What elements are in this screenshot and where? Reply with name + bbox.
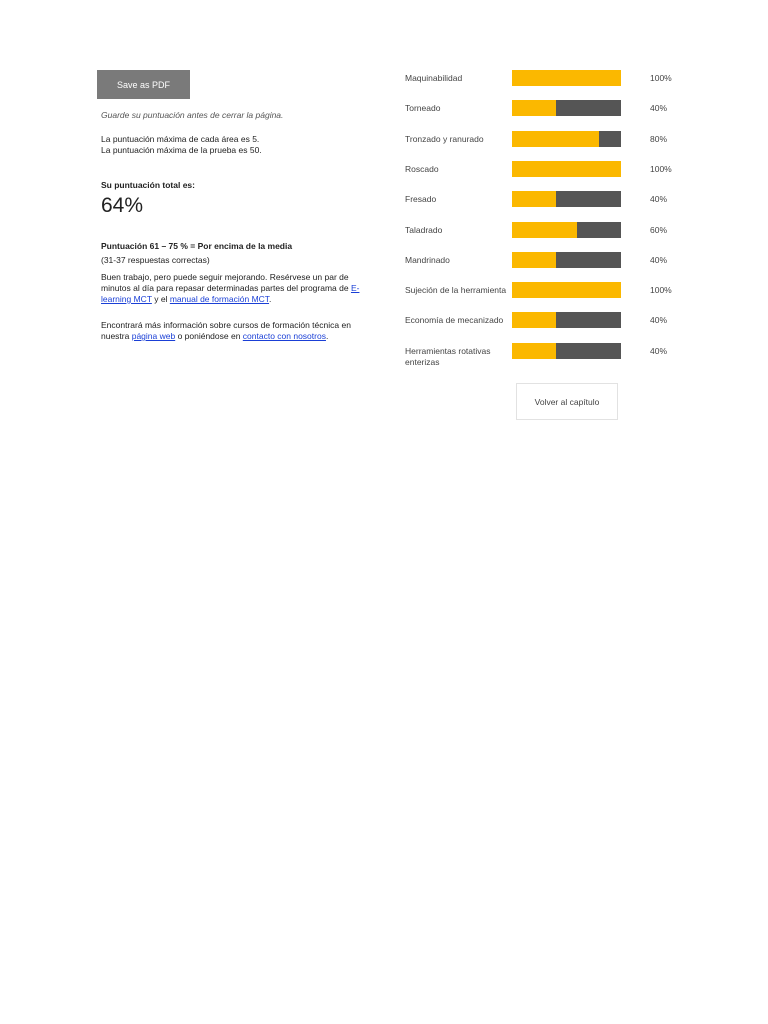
total-score-label: Su puntuación total es: [101, 180, 195, 190]
chart-bar-track [512, 131, 621, 147]
chart-bar-track [512, 282, 621, 298]
chart-value-label: 40% [650, 103, 668, 114]
chart-bar [512, 70, 621, 86]
chart-category-label: Torneado [405, 103, 441, 114]
chart-category-label: Fresado [405, 194, 437, 205]
chart-value-label: 60% [650, 224, 668, 235]
score-band-title: Puntuación 61 – 75 % = Por encima de la media [101, 241, 293, 251]
info-text-joiner: o poniéndose en [175, 331, 243, 341]
chart-value-label: 100% [650, 73, 672, 83]
chart-value-label: 80% [650, 133, 668, 144]
info-text: Encontrará más información sobre cursos de formación técnica en nuestra [101, 320, 351, 341]
chart-value-label: 40% [650, 254, 668, 265]
back-to-chapter-button[interactable]: Volver al capítulo [516, 383, 618, 420]
chart-bar-track [512, 191, 621, 207]
chart-value-label: 100% [650, 163, 672, 174]
chart-bar [512, 312, 556, 328]
chart-bar-track [512, 252, 621, 268]
max-area-text: La puntuación máxima de cada área es 5. [101, 134, 260, 144]
chart-category-label: Sujeción de la herramienta [405, 285, 507, 296]
feedback-text: Buen trabajo, pero puede seguir mejorando. Resérvese un par de minutos al día para repasar determinadas partes del programa de [101, 272, 351, 293]
contact-us-link[interactable]: contacto con nosotros [242, 331, 326, 341]
chart-bar [512, 191, 556, 207]
website-link[interactable]: página web [131, 331, 176, 341]
chart-category-label: Roscado [405, 163, 439, 174]
chart-bar [512, 100, 556, 116]
chart-bar [512, 222, 577, 238]
chart-value-label: 100% [650, 285, 672, 296]
chart-bar [512, 252, 556, 268]
chart-bar [512, 131, 599, 147]
chart-category-label: Economía de mecanizado [405, 315, 504, 326]
chart-bar-track [512, 312, 621, 328]
chart-category-label: Maquinabilidad [405, 73, 463, 83]
chart-bar-track [512, 161, 621, 177]
save-note: Guarde su puntuación antes de cerrar la página. [101, 110, 284, 120]
training-manual-link[interactable]: manual de formación MCT [169, 294, 270, 304]
chart-category-label: Taladrado [405, 224, 443, 235]
max-test-text: La puntuación máxima de la prueba es 50. [101, 145, 262, 155]
elearning-link[interactable]: E-learning MCT [101, 283, 360, 304]
save-as-pdf-button[interactable]: Save as PDF [97, 70, 190, 99]
total-score-value: 64% [101, 194, 144, 217]
chart-value-label: 40% [650, 315, 668, 326]
chart-bar [512, 343, 556, 359]
chart-category-label: Mandrinado [405, 254, 450, 265]
chart-bar [512, 282, 621, 298]
chart-value-label: 40% [650, 345, 668, 356]
feedback-text-end: . [269, 294, 272, 304]
chart-bar [512, 161, 621, 177]
chart-bar-track [512, 70, 621, 86]
info-text-end: . [325, 331, 329, 341]
chart-bar-track [512, 100, 621, 116]
chart-value-label: 40% [650, 194, 668, 205]
score-band-subtitle: (31-37 respuestas correctas) [101, 255, 210, 265]
chart-bar-track [512, 343, 621, 359]
chart-category-label: Tronzado y ranurado [405, 133, 484, 144]
chart-bar-track [512, 222, 621, 238]
feedback-text-joiner: y el [151, 294, 170, 304]
area-scores-chart [0, 0, 768, 430]
chart-category-label: Herramientas rotativas enterizas [405, 345, 491, 367]
